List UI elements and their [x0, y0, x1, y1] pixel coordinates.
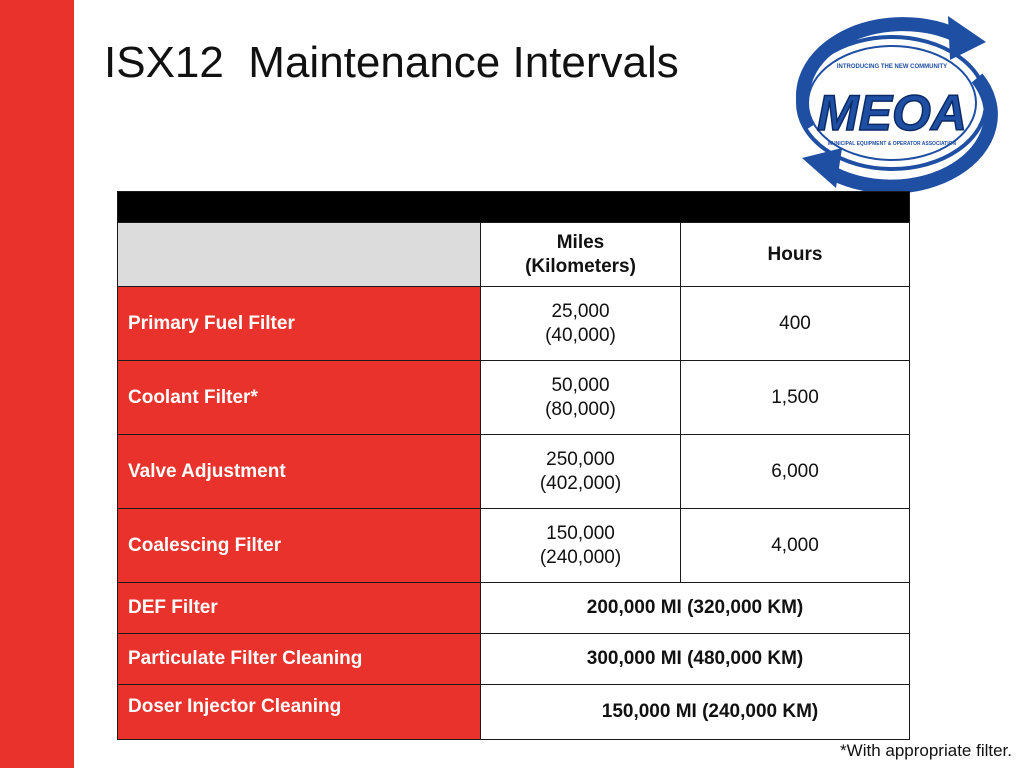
- logo-wordmark: MEOA: [817, 85, 967, 141]
- table-row: [118, 634, 910, 685]
- table-row: [118, 685, 910, 740]
- side-accent-bar: [0, 0, 74, 768]
- header-miles: [481, 223, 681, 287]
- km-value: (402,000): [539, 472, 622, 494]
- row-hours: 6,000: [681, 435, 910, 509]
- km-value: (240,000): [539, 546, 622, 568]
- table-row: [118, 583, 910, 634]
- row-label: Coalescing Filter: [118, 509, 481, 583]
- row-label: DEF Filter: [118, 583, 481, 634]
- row-interval-value: 300,000 MI (480,000 KM): [481, 634, 910, 685]
- row-hours: 4,000: [681, 509, 910, 583]
- header-row: [118, 223, 910, 287]
- table-row: [118, 435, 910, 509]
- km-value: (40,000): [545, 324, 616, 346]
- header-blank-cell: [118, 223, 481, 287]
- row-interval-value: 200,000 MI (320,000 KM): [481, 583, 910, 634]
- row-label: Valve Adjustment: [118, 435, 481, 509]
- logo-tagline-top: INTRODUCING THE NEW COMMUNITY: [836, 64, 948, 70]
- table-top-bar: [118, 192, 910, 223]
- row-label: Primary Fuel Filter: [118, 287, 481, 361]
- header-hours: Hours: [681, 223, 910, 287]
- header-miles-line2: (Kilometers): [525, 255, 636, 277]
- row-hours: 400: [681, 287, 910, 361]
- row-label: Coolant Filter*: [118, 361, 481, 435]
- table-row: [118, 361, 910, 435]
- table-row: [118, 287, 910, 361]
- row-miles: [481, 509, 681, 583]
- miles-value: 250,000: [546, 448, 615, 470]
- km-value: (80,000): [545, 398, 616, 420]
- row-miles: [481, 435, 681, 509]
- meoa-logo: [772, 8, 1012, 198]
- miles-value: 50,000: [551, 374, 610, 396]
- top-bar-cell: [118, 192, 910, 223]
- row-miles: [481, 287, 681, 361]
- footnote: *With appropriate filter.: [840, 741, 1012, 760]
- table-row: [118, 509, 910, 583]
- row-label: Particulate Filter Cleaning: [118, 634, 481, 685]
- slide-title: ISX12 Maintenance Intervals: [104, 38, 679, 87]
- header-miles-line1: Miles: [556, 231, 605, 253]
- row-miles: [481, 361, 681, 435]
- row-hours: 1,500: [681, 361, 910, 435]
- maintenance-table: [117, 191, 910, 740]
- miles-value: 25,000: [551, 300, 610, 322]
- logo-tagline-bottom: MUNICIPAL EQUIPMENT & OPERATOR ASSOCIATION: [827, 141, 957, 147]
- miles-value: 150,000: [546, 522, 615, 544]
- row-label: Doser Injector Cleaning: [118, 685, 481, 740]
- row-interval-value: 150,000 MI (240,000 KM): [481, 685, 910, 740]
